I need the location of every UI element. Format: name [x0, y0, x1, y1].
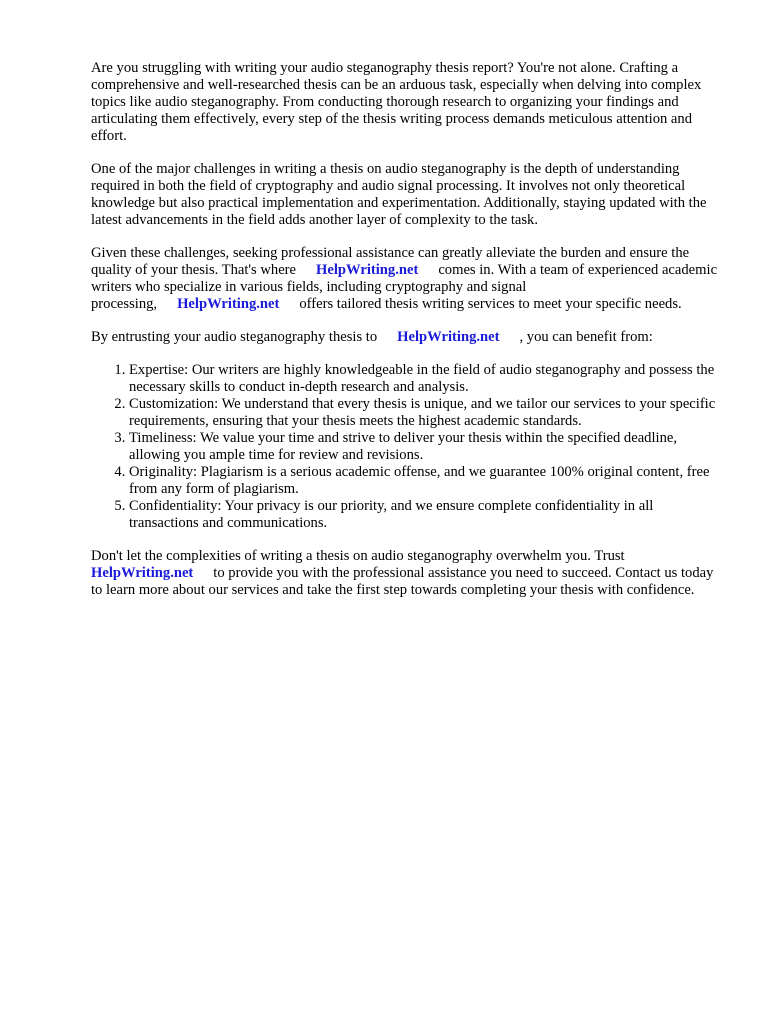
intro-paragraph: Are you struggling with writing your audio steganography thesis report? You're not alone. Crafting a comprehensive and well-researched thesis can be an arduous task, especially when delving into complex topics like audio steganography. From conducting thorough research to organizing your findings and articulating them effectively, every step of the thesis writing process demands meticulous attention and effort. — [91, 60, 702, 144]
assistance-text-1: Given these challenges, seeking professional assistance can greatly alleviate the burden and ensure the quality of your thesis. That's where — [91, 245, 690, 278]
list-item: 1. Expertise: Our writers are highly knowledgeable in the field of audio steganography and possess the necessary skills to conduct in-depth research and analysis. — [129, 362, 723, 396]
benefits-intro-paragraph — [91, 329, 723, 346]
benefits-intro-text-2: , you can benefit from: — [519, 329, 653, 345]
helpwriting-link-2[interactable]: HelpWriting.net — [177, 296, 280, 312]
assistance-paragraph — [91, 245, 723, 313]
assistance-text-3: offers tailored thesis writing services to meet your specific needs. — [299, 296, 682, 312]
assistance-text-2: comes in. With a team of experienced academic writers who specialize in various fields, including cryptography and signal processing, — [91, 262, 718, 312]
closing-paragraph — [91, 548, 723, 599]
list-item: 2. Customization: We understand that every thesis is unique, and we tailor our services to your specific requirements, ensuring that your thesis meets the highest academic standards. — [129, 396, 723, 430]
benefits-intro-text-1: By entrusting your audio steganography thesis to — [91, 329, 378, 345]
helpwriting-link-1[interactable]: HelpWriting.net — [316, 262, 419, 278]
benefits-list — [91, 362, 723, 532]
helpwriting-link-4[interactable]: HelpWriting.net — [91, 565, 194, 581]
challenges-paragraph: One of the major challenges in writing a thesis on audio steganography is the depth of understanding required in both the field of cryptography and audio signal processing. It involves not only theoretical knowledge but also practical implementation and experimentation. Additionally, staying updated with the latest advancements in the field adds another layer of complexity to the task. — [91, 161, 707, 228]
closing-text-2: to provide you with the professional assistance you need to succeed. Contact us today to learn more about our services and take the first step towards completing your thesis with confidence. — [91, 565, 714, 598]
list-item: 4. Originality: Plagiarism is a serious academic offense, and we guarantee 100% original content, free from any form of plagiarism. — [129, 464, 723, 498]
document-page — [91, 60, 723, 615]
list-item: 5. Confidentiality: Your privacy is our priority, and we ensure complete confidentiality in all transactions and communications. — [129, 498, 723, 532]
helpwriting-link-3[interactable]: HelpWriting.net — [397, 329, 500, 345]
list-item: 3. Timeliness: We value your time and strive to deliver your thesis within the specified deadline, allowing you ample time for review and revisions. — [129, 430, 723, 464]
closing-text-1: Don't let the complexities of writing a thesis on audio steganography overwhelm you. Trust — [91, 548, 625, 564]
